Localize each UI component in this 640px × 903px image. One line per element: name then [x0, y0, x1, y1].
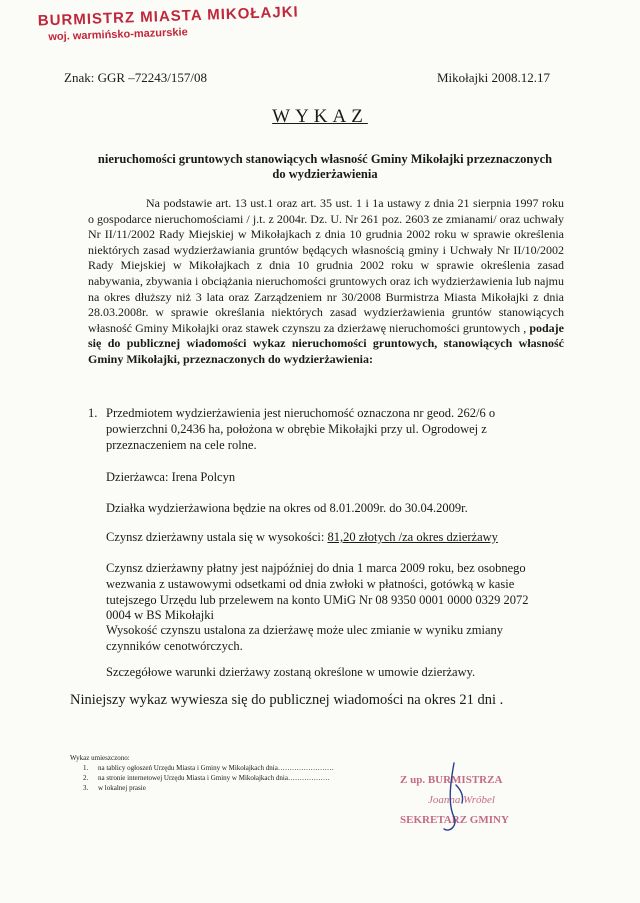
lease-period: Działka wydzierżawiona będzie na okres od 8.01.2009r. do 30.04.2009r. [106, 501, 468, 515]
intro-bold-text: podaje się do publicznej wiadomości wykaz nieruchomości gruntowych, stanowiących własność Gminy Mikołajki, przeznaczonych do wydzierżawienia: [88, 320, 564, 366]
tenant-line: Dzierżawca: Irena Polcyn [106, 470, 236, 484]
official-stamp-top [38, 3, 300, 43]
subtitle-line-1: nieruchomości gruntowych stanowiących własność Gminy Mikołajki przeznaczonych [97, 152, 553, 166]
posting-heading: Wykaz umieszczono: [70, 754, 130, 762]
posting-item: 3. w lokalnej prasie [90, 783, 334, 793]
contract-terms: Szczegółowe warunki dzierżawy zostaną określone w umowie dzierżawy. [106, 665, 476, 679]
stamp-bottom-line-2: Joanna Wróbel [428, 794, 495, 806]
stamp-line-1: BURMISTRZ MIASTA MIKOŁAJKI [37, 3, 299, 30]
payment-terms: Czynsz dzierżawny płatny jest najpóźniej do dnia 1 marca 2009 roku, bez osobnego wezwania z ustawowymi odsetkami od dnia zwłoki w płatności, gotówką w kasie tutejszego Urzędu lub przelewem na konto UMiG Nr 08 9350 0001 0000 0329 2072 0004 w BS Mikołajki [106, 561, 529, 623]
posting-list [70, 763, 334, 793]
document-subtitle [70, 152, 580, 182]
rent-value: 81,20 złotych /za okres dzierżawy [327, 530, 498, 544]
intro-text: Na podstawie art. 13 ust.1 oraz art. 35 ust. 1 i 1a ustawy z dnia 21 sierpnia 1997 roku o gospodarce nieruchomościami / j.t. z 2004r. Dz. U. Nr 261 poz. 2603 ze zmianami/ oraz uchwały Nr II/11/2002 Rady Miejskiej w Mikołajkach z dnia 10 grudnia 2002 roku w sprawie określenia niektórych zasad wydzierżawiania gruntów będących własnością gminy i Uchwały Nr II/10/2002 Rady Miejskiej w Mikołajkach z dnia 10 grudnia 2002 roku w sprawie określenia zasad nabywania, zbywania i obciążania nieruchomości gruntowych oraz ich wydzierżawienia lub najmu na okres dłuższy niż 3 lata oraz Zarządzeniem nr 30/2008 Burmistrza Miasta Mikołajki z dnia 28.03.2008r. w sprawie określania niektórych zasad wydzierżawienia gruntów stanowiących własność Gminy Mikołajki oraz stawek czynszu za dzierżawę nieruchomości gruntowych , [88, 196, 564, 335]
place-date: Mikołajki 2008.12.17 [437, 70, 551, 85]
stamp-line-2: woj. warmińsko-mazurskie [48, 26, 188, 44]
item-number: 1. [88, 406, 98, 420]
handwritten-signature [420, 755, 540, 845]
stamp-bottom-line-1: Z up. BURMISTRZA [400, 774, 503, 786]
item-description: Przedmiotem wydzierżawienia jest nieruchomość oznaczona nr geod. 262/6 o powierzchni 0,2436 ha, położona w obrębie Mikołajki przy ul. Ogrodowej z przeznaczeniem na cele rolne. [106, 406, 496, 452]
rent-change-note: Wysokość czynszu ustalona za dzierżawę może ulec zmianie w wyniku zmiany czynników cenotwórczych. [106, 623, 504, 653]
stamp-bottom-line-3: SEKRETARZ GMINY [400, 814, 509, 826]
posting-item: 1. na tablicy ogłoszeń Urzędu Miasta i Gminy w Mikołajkach dnia…………………… [90, 763, 334, 773]
posting-item: 2. na stronie internetowej Urzędu Miasta i Gminy w Mikołajkach dnia……………… [90, 773, 334, 783]
rent-line [106, 530, 546, 546]
intro-paragraph [88, 196, 564, 368]
reference-number: Znak: GGR –72243/157/08 [64, 70, 207, 85]
subtitle-line-2: do wydzierżawienia [272, 167, 378, 181]
posting-notice: Niniejszy wykaz wywiesza się do publicznej wiadomości na okres 21 dni . [70, 692, 504, 708]
title-text: WYKAZ [272, 106, 368, 127]
posting-locations [70, 753, 334, 793]
document-title [0, 106, 640, 128]
rent-label: Czynsz dzierżawny ustala się w wysokości: [106, 530, 325, 544]
